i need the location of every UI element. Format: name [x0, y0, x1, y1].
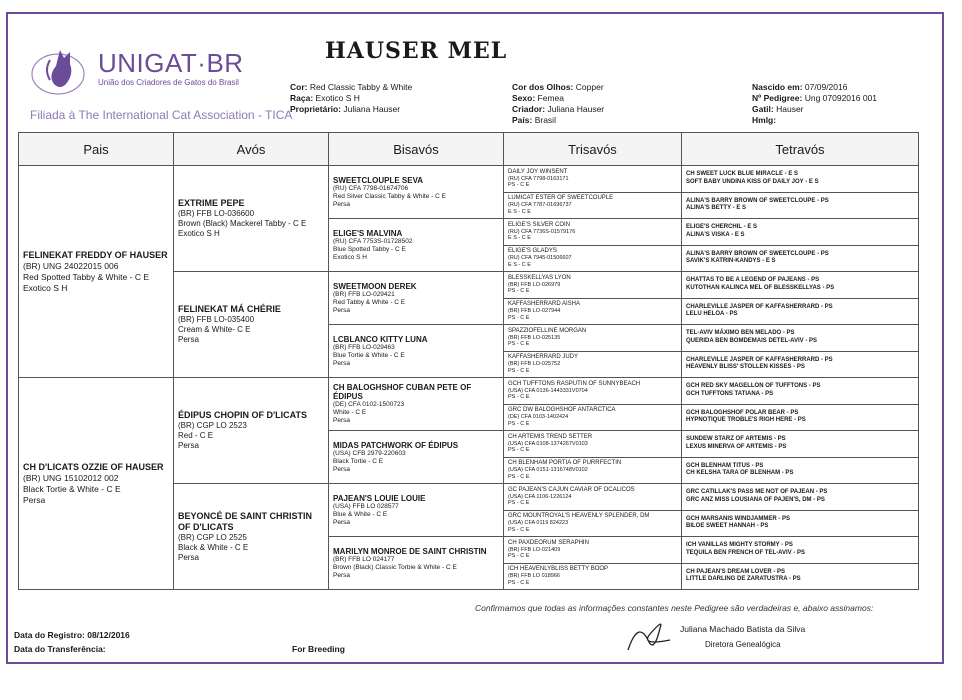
tetravos-cell: [682, 431, 919, 458]
cat-entry-detail: Persa: [178, 441, 199, 450]
cat-entry-name: CH PAXDEORUM SERAPHIN: [508, 539, 589, 546]
cat-entry-detail: LELU HELOA - PS: [686, 311, 738, 318]
cat-entry-detail: Persa: [333, 465, 350, 473]
cat-entry-detail: Persa: [333, 306, 350, 314]
great-grandparent-cell: [329, 219, 504, 272]
cat-entry-detail: Exotico S H: [178, 229, 220, 238]
info-label: Criador:: [512, 104, 546, 114]
cat-entry-detail: PS - C E: [508, 579, 530, 586]
info-value: Ung 07092016 001: [804, 93, 878, 103]
cat-entry-name: GCH MARSANIS WINDJAMMER - PS: [686, 515, 791, 522]
cat-entry-detail: (BR) FFB LO-025752: [508, 361, 561, 368]
header-trisavos: Trisavós: [504, 133, 682, 166]
signature-role: Diretora Genealógica: [705, 640, 781, 649]
cat-entry-name: SUNDEW STARZ OF ARTEMIS - PS: [686, 436, 786, 443]
great-great-grandparent-cell: [504, 378, 682, 405]
info-col-2: [512, 82, 604, 126]
cat-entry-name: SWEETCLOUPLE SEVA: [333, 175, 424, 185]
header-avos: Avós: [174, 133, 329, 166]
info-value: Exotico S H: [315, 93, 360, 103]
cat-entry-name: ALINA'S BARRY BROWN OF SWEETCLOUPE - PS: [686, 250, 829, 257]
cat-entry-detail: ALINA'S VISKA - E S: [686, 231, 745, 238]
info-label: Hmlg:: [752, 115, 777, 125]
great-great-grandparent-cell: [504, 404, 682, 431]
brand-name: UNIGAT·BR: [98, 48, 244, 78]
registration-date: [14, 630, 130, 640]
cat-entry-name: GCH TUFFTONS RASPUTIN OF SUNNYBEACH: [508, 380, 641, 387]
cat-entry-name: BLESSKELLYAS LYON: [508, 274, 571, 281]
tetravos-cell: [682, 351, 919, 378]
cat-entry-detail: (USA) CFA 0108-1374267V0103: [508, 440, 588, 447]
cat-entry-detail: PS - C E: [508, 420, 530, 427]
cat-entry-name: GCH BLENHAM TITUS - PS: [686, 462, 764, 469]
cat-entry-detail: Persa: [333, 200, 350, 208]
cat-entry-detail: Persa: [333, 571, 350, 579]
header-bisavos: Bisavós: [329, 133, 504, 166]
table-row: [19, 378, 919, 405]
tetravos-cell: [682, 166, 919, 193]
info-label: Gatil:: [752, 104, 774, 114]
great-grandparent-cell: [329, 325, 504, 378]
grandparent-cell: [174, 166, 329, 272]
great-grandparent-cell: [329, 537, 504, 590]
tetravos-cell: [682, 484, 919, 511]
great-great-grandparent-cell: [504, 351, 682, 378]
grandparent-cell: [174, 484, 329, 590]
cat-entry-detail: Persa: [333, 359, 350, 367]
cat-entry-name: GRC DW BALOGHSHOF ANTARCTICA: [508, 407, 616, 414]
cat-entry-detail: PS - C E: [508, 314, 530, 321]
cat-entry-name: CH D'LICATS OZZIE OF HAUSER: [23, 461, 164, 472]
cat-entry-name: GCH RED SKY MAGELLON OF TUFFTONS - PS: [686, 383, 821, 390]
great-great-grandparent-cell: [504, 325, 682, 352]
header-pais: Pais: [19, 133, 174, 166]
great-great-grandparent-cell: [504, 245, 682, 272]
cat-entry-detail: (BR) FFB LO-025135: [508, 334, 561, 341]
cat-entry-name: GHATTAS TO BE A LEGEND OF PAJEANS - PS: [686, 277, 820, 284]
cat-entry-name: GC PAJEAN'S CAJUN CAVIAR OF OCALICOS: [508, 486, 635, 493]
tetravos-cell: [682, 219, 919, 246]
cat-entry-detail: Blue Spotted Tabby - C E: [333, 245, 406, 253]
cat-entry-detail: (BR) FFB LO 024177: [333, 555, 395, 563]
cat-entry-detail: PS - C E: [508, 553, 530, 560]
cat-entry-detail: (BR) CGP LO 2523: [178, 421, 247, 430]
info-value: Juliana Hauser: [547, 104, 605, 114]
info-label: Cor dos Olhos:: [512, 82, 574, 92]
cat-entry-detail: LEXUS MINERVA OF ARTEMIS - PS: [686, 443, 787, 450]
cat-entry-name: GRC CATILLAK'S PASS ME NOT OF PAJEAN - PS: [686, 489, 828, 496]
cat-entry-detail: Black Tortie - C E: [333, 457, 384, 465]
cat-entry-detail: KUTOTHAN KALINCA MEL OF BLESSKELLYAS - PS: [686, 284, 835, 291]
cat-entry-detail: E S - C E: [508, 235, 531, 242]
signature-icon: [620, 610, 680, 660]
cat-entry-detail: ALINA'S BETTY - E S: [686, 205, 746, 212]
cat-entry-name: FELINEKAT FREDDY OF HAUSER: [23, 249, 168, 260]
cat-entry-detail: (RU) CFA 7736S-01579176: [508, 228, 576, 235]
info-value: Brasil: [534, 115, 556, 125]
tetravos-cell: [682, 192, 919, 219]
info-value: Red Classic Tabby & White: [309, 82, 413, 92]
cat-entry-name: KAFFASHERRARD AISHA: [508, 301, 581, 308]
cat-entry-detail: PS - C E: [508, 341, 530, 348]
tetravos-cell: [682, 378, 919, 405]
info-row: [752, 93, 877, 104]
cat-entry-detail: Black & White - C E: [178, 542, 249, 552]
info-row: [290, 82, 412, 93]
cat-entry-detail: Red - C E: [178, 431, 214, 440]
great-great-grandparent-cell: [504, 484, 682, 511]
tetravos-cell: [682, 404, 919, 431]
cat-entry-name: ÉDIPUS CHOPIN OF D'LICATS: [178, 410, 307, 420]
cat-entry-name: ELIGE'S MALVINA: [333, 228, 403, 238]
tetravos-cell: [682, 563, 919, 590]
cat-entry-detail: (USA) CFA 0119 824223: [508, 520, 569, 527]
grandparent-cell: [174, 378, 329, 484]
great-great-grandparent-cell: [504, 537, 682, 564]
cat-entry-detail: (DE) CFA 0103-1402424: [508, 414, 569, 421]
pedigree-table: [18, 132, 919, 590]
registration-label: Data do Registro:: [14, 630, 85, 640]
cat-entry-detail: HYPNOTIQUE TROBLE'S RIGH HERE - PS: [686, 417, 806, 424]
cat-entry-detail: TEQUILA BEN FRENCH OF TEL-AVIV - PS: [686, 549, 806, 556]
cat-entry-detail: (BR) CGP LO 2525: [178, 532, 247, 542]
cat-entry-detail: GCH TUFFTONS TATIANA - PS: [686, 390, 774, 397]
cat-entry-detail: PS - C E: [508, 288, 530, 295]
info-row: [512, 82, 604, 93]
cat-entry-name: ELIGE'S CHERCHIL - E S: [686, 224, 757, 231]
info-row: [752, 82, 877, 93]
info-value: Femea: [537, 93, 564, 103]
cat-entry-name: LCBLANCO KITTY LUNA: [333, 334, 428, 344]
cat-entry-detail: Persa: [178, 552, 199, 562]
cat-entry-detail: CH KELSHA TARA OF BLENHAM - PS: [686, 470, 794, 477]
cat-entry-detail: Persa: [333, 518, 350, 526]
cat-entry-detail: BILOE SWEET HANNAH - PS: [686, 523, 769, 530]
parent-cell: [19, 166, 174, 378]
cat-entry-name: CHARLEVILLE JASPER OF KAFFASHERRARD - PS: [686, 303, 833, 310]
cat-entry-detail: SOFT BABY UNDINA KISS OF DAILY JOY - E S: [686, 178, 819, 185]
cat-entry-detail: QUERIDA BEN BOMDEMAIS DETEL-AVIV - PS: [686, 337, 818, 344]
info-value: 07/09/2016: [804, 82, 848, 92]
great-grandparent-cell: [329, 166, 504, 219]
cat-entry-detail: Red Silver Classic Tabby & White - C E: [333, 192, 446, 200]
cat-entry-name: SWEETMOON DEREK: [333, 281, 417, 291]
cat-entry-detail: Brown (Black) Mackerel Tabby - C E: [178, 219, 307, 228]
info-row: [290, 93, 412, 104]
cat-entry-name: CH BALOGHSHOF CUBAN PETE OF ÉDIPUS: [333, 383, 472, 401]
cat-entry-detail: Red Tabby & White - C E: [333, 298, 406, 306]
great-great-grandparent-cell: [504, 563, 682, 590]
cat-entry-detail: (USA) FFB LO 028577: [333, 502, 399, 510]
tetravos-cell: [682, 325, 919, 352]
great-great-grandparent-cell: [504, 219, 682, 246]
registration-value: 08/12/2016: [87, 630, 130, 640]
cat-entry-detail: Blue Tortie & White - C E: [333, 351, 405, 359]
header-tetravos: Tetravós: [682, 133, 919, 166]
info-value: Copper: [575, 82, 604, 92]
cat-entry-detail: (DE) CFA 0102-1500723: [333, 401, 405, 408]
cat-entry-name: CH PAJEAN'S DREAM LOVER - PS: [686, 568, 785, 575]
info-value: Hauser: [776, 104, 804, 114]
cat-entry-detail: PS - C E: [508, 394, 530, 401]
info-row: [512, 115, 604, 126]
cat-entry-detail: (BR) UNG 24022015 006: [23, 260, 119, 271]
cat-entry-name: ICH HEAVENLYBLISS BETTY BOOP: [508, 566, 609, 573]
cat-entry-name: DAILY JOY WINSENT: [508, 168, 568, 175]
info-row: [512, 104, 604, 115]
cat-entry-detail: (BR) FFB LO-027944: [508, 308, 561, 315]
cat-entry-name: CH ARTEMIS TREND SETTER: [508, 433, 593, 440]
great-great-grandparent-cell: [504, 192, 682, 219]
cat-entry-detail: SAVIK'S KATRIN-KANDYS - E S: [686, 258, 776, 265]
info-label: Nº Pedigree:: [752, 93, 803, 103]
great-great-grandparent-cell: [504, 431, 682, 458]
great-great-grandparent-cell: [504, 166, 682, 193]
info-label: Raça:: [290, 93, 314, 103]
cat-name: HAUSER MEL: [325, 38, 508, 64]
cat-entry-name: TEL-AVIV MÁXIMO BEN MELADO - PS: [686, 330, 795, 337]
cat-entry-detail: (USA) CFB 2979-220603: [333, 449, 406, 457]
cat-entry-detail: (RU) CFA 7798-01674706: [333, 184, 409, 192]
affiliation: Filiada à The International Cat Association - TICA: [30, 108, 293, 122]
cat-entry-detail: Red Spotted Tabby & White - C E: [23, 271, 149, 282]
cat-entry-name: BEYONCÉ DE SAINT CHRISTIN OF D'LICATS: [178, 510, 313, 532]
cat-entry-detail: PS - C E: [508, 447, 530, 454]
breeding-status: For Breeding: [292, 644, 345, 654]
cat-entry-detail: PS - C E: [508, 367, 530, 374]
cat-entry-detail: (BR) FFB LO-026979: [508, 281, 561, 288]
info-label: Cor:: [290, 82, 308, 92]
cat-entry-detail: (BR) FFB LO-029421: [333, 290, 395, 298]
tetravos-cell: [682, 298, 919, 325]
cat-entry-detail: (USA) CFA 0151-1316748V0102: [508, 467, 588, 474]
confirmation-text: Confirmamos que todas as informações constantes neste Pedigree são verdadeiras e, abaixo assinamos:: [475, 603, 874, 613]
cat-entry-name: MARILYN MONROE DE SAINT CHRISTIN: [333, 546, 487, 556]
cat-entry-name: FELINEKAT MÁ CHÉRIE: [178, 304, 281, 314]
table-row: [19, 166, 919, 193]
cat-entry-detail: Exotico S H: [333, 253, 367, 261]
great-great-grandparent-cell: [504, 457, 682, 484]
cat-entry-detail: Persa: [23, 494, 46, 505]
great-great-grandparent-cell: [504, 298, 682, 325]
cat-entry-name: ICH VANILLAS MIGHTY STORMY - PS: [686, 542, 793, 549]
cat-entry-detail: Cream & White- C E: [178, 325, 251, 334]
cat-entry-detail: Brown (Black) Classic Torbie & White - C E: [333, 563, 457, 571]
cat-entry-detail: (BR) FFB LO-029463: [333, 343, 395, 351]
parent-cell: [19, 378, 174, 590]
cat-entry-name: GRC MOUNTROYAL'S HEAVENLY SPLENDER, DM: [508, 513, 650, 520]
cat-entry-name: GCH BALOGHSHOF POLAR BEAR - PS: [686, 409, 799, 416]
info-row: [512, 93, 604, 104]
info-label: País:: [512, 115, 533, 125]
great-great-grandparent-cell: [504, 272, 682, 299]
cat-entry-detail: E S - C E: [508, 261, 531, 268]
cat-entry-detail: (BR) UNG 15102012 002: [23, 472, 119, 483]
cat-entry-detail: PS - C E: [508, 526, 530, 533]
great-grandparent-cell: [329, 484, 504, 537]
cat-entry-name: PAJEAN'S LOUIE LOUIE: [333, 493, 426, 503]
cat-entry-name: CHARLEVILLE JASPER OF KAFFASHERRARD - PS: [686, 356, 833, 363]
cat-entry-detail: (BR) FFB LO 018966: [508, 573, 560, 580]
cat-entry-detail: Exotico S H: [23, 282, 68, 293]
cat-entry-detail: (RU) CFA 7787-01696737: [508, 202, 572, 209]
cat-entry-detail: (RU) CFA 7753S-01728502: [333, 237, 413, 245]
tetravos-cell: [682, 272, 919, 299]
cat-entry-detail: (BR) FFB LO-035400: [178, 315, 255, 324]
cat-entry-detail: PS - C E: [508, 473, 530, 480]
great-grandparent-cell: [329, 431, 504, 484]
cat-entry-name: ALINA'S BARRY BROWN OF SWEETCLOUPE - PS: [686, 197, 829, 204]
tetravos-cell: [682, 457, 919, 484]
cat-entry-detail: LITTLE DARLING DE ZARATUSTRA - PS: [686, 576, 801, 583]
transfer-date-label: Data do Transferência:: [14, 644, 106, 654]
info-row: [290, 104, 412, 115]
cat-entry-detail: (BR) FFB LO-021409: [508, 546, 561, 553]
signature-name: Juliana Machado Batista da Silva: [680, 624, 806, 634]
cat-entry-detail: (RU) CFA 7798-0163171: [508, 175, 569, 182]
cat-entry-detail: PS - C E: [508, 500, 530, 507]
cat-entry-detail: GRC ANZ MISS LOUSIANA OF PAJEN'S, DM - PS: [686, 496, 825, 503]
great-great-grandparent-cell: [504, 510, 682, 537]
cat-entry-name: ELIGE'S GLADYS: [508, 248, 557, 255]
tetravos-cell: [682, 537, 919, 564]
great-grandparent-cell: [329, 378, 504, 431]
cat-entry-name: LUMICAT ESTER OF SWEETCOUPLE: [508, 195, 614, 202]
cat-entry-detail: (RU) CFA 7945-01506607: [508, 255, 572, 262]
info-row: [752, 104, 877, 115]
tetravos-cell: [682, 245, 919, 272]
cat-entry-detail: Persa: [333, 417, 350, 424]
cat-entry-name: CH BLENHAM PORTIA OF PURRFECTIN: [508, 460, 622, 467]
cat-entry-detail: HEAVENLY BLISS' STOLLEN KISSES - PS: [686, 364, 805, 371]
cat-entry-detail: Black Tortie & White - C E: [23, 483, 121, 494]
info-label: Proprietário:: [290, 104, 342, 114]
cat-entry-detail: PS - C E: [508, 182, 530, 189]
cat-entry-detail: (USA) CFA 0136-1443331V0704: [508, 387, 588, 394]
cat-entry-detail: White - C E: [333, 409, 367, 416]
cat-entry-name: ELIGE'S SILVER COIN: [508, 221, 571, 228]
cat-entry-name: CH SWEET LUCK BLUE MIRACLE - E S: [686, 171, 798, 178]
cat-entry-detail: Persa: [178, 335, 199, 344]
info-label: Sexo:: [512, 93, 536, 103]
cat-entry-name: EXTRIME PEPE: [178, 198, 245, 208]
cat-entry-name: MIDAS PATCHWORK OF ÉDIPUS: [333, 440, 459, 450]
info-col-1: [290, 82, 412, 115]
info-label: Nascido em:: [752, 82, 803, 92]
cat-entry-detail: (BR) FFB LO-036600: [178, 209, 255, 218]
unigat-logo-icon: [30, 40, 90, 98]
cat-entry-name: KAFFASHERRARD JUDY: [508, 354, 579, 361]
info-value: Juliana Hauser: [343, 104, 401, 114]
cat-entry-detail: E S - C E: [508, 208, 531, 215]
cat-entry-detail: (USA) CFA 1106-1226124: [508, 493, 572, 500]
info-row: [752, 115, 877, 126]
cat-entry-name: SPAZZIOFELLINE MORGAN: [508, 327, 587, 334]
info-col-3: [752, 82, 877, 126]
great-grandparent-cell: [329, 272, 504, 325]
cat-entry-detail: Blue & White - C E: [333, 510, 388, 518]
brand-subtitle: União dos Criadores de Gatos do Brasil: [98, 78, 239, 87]
tetravos-cell: [682, 510, 919, 537]
grandparent-cell: [174, 272, 329, 378]
